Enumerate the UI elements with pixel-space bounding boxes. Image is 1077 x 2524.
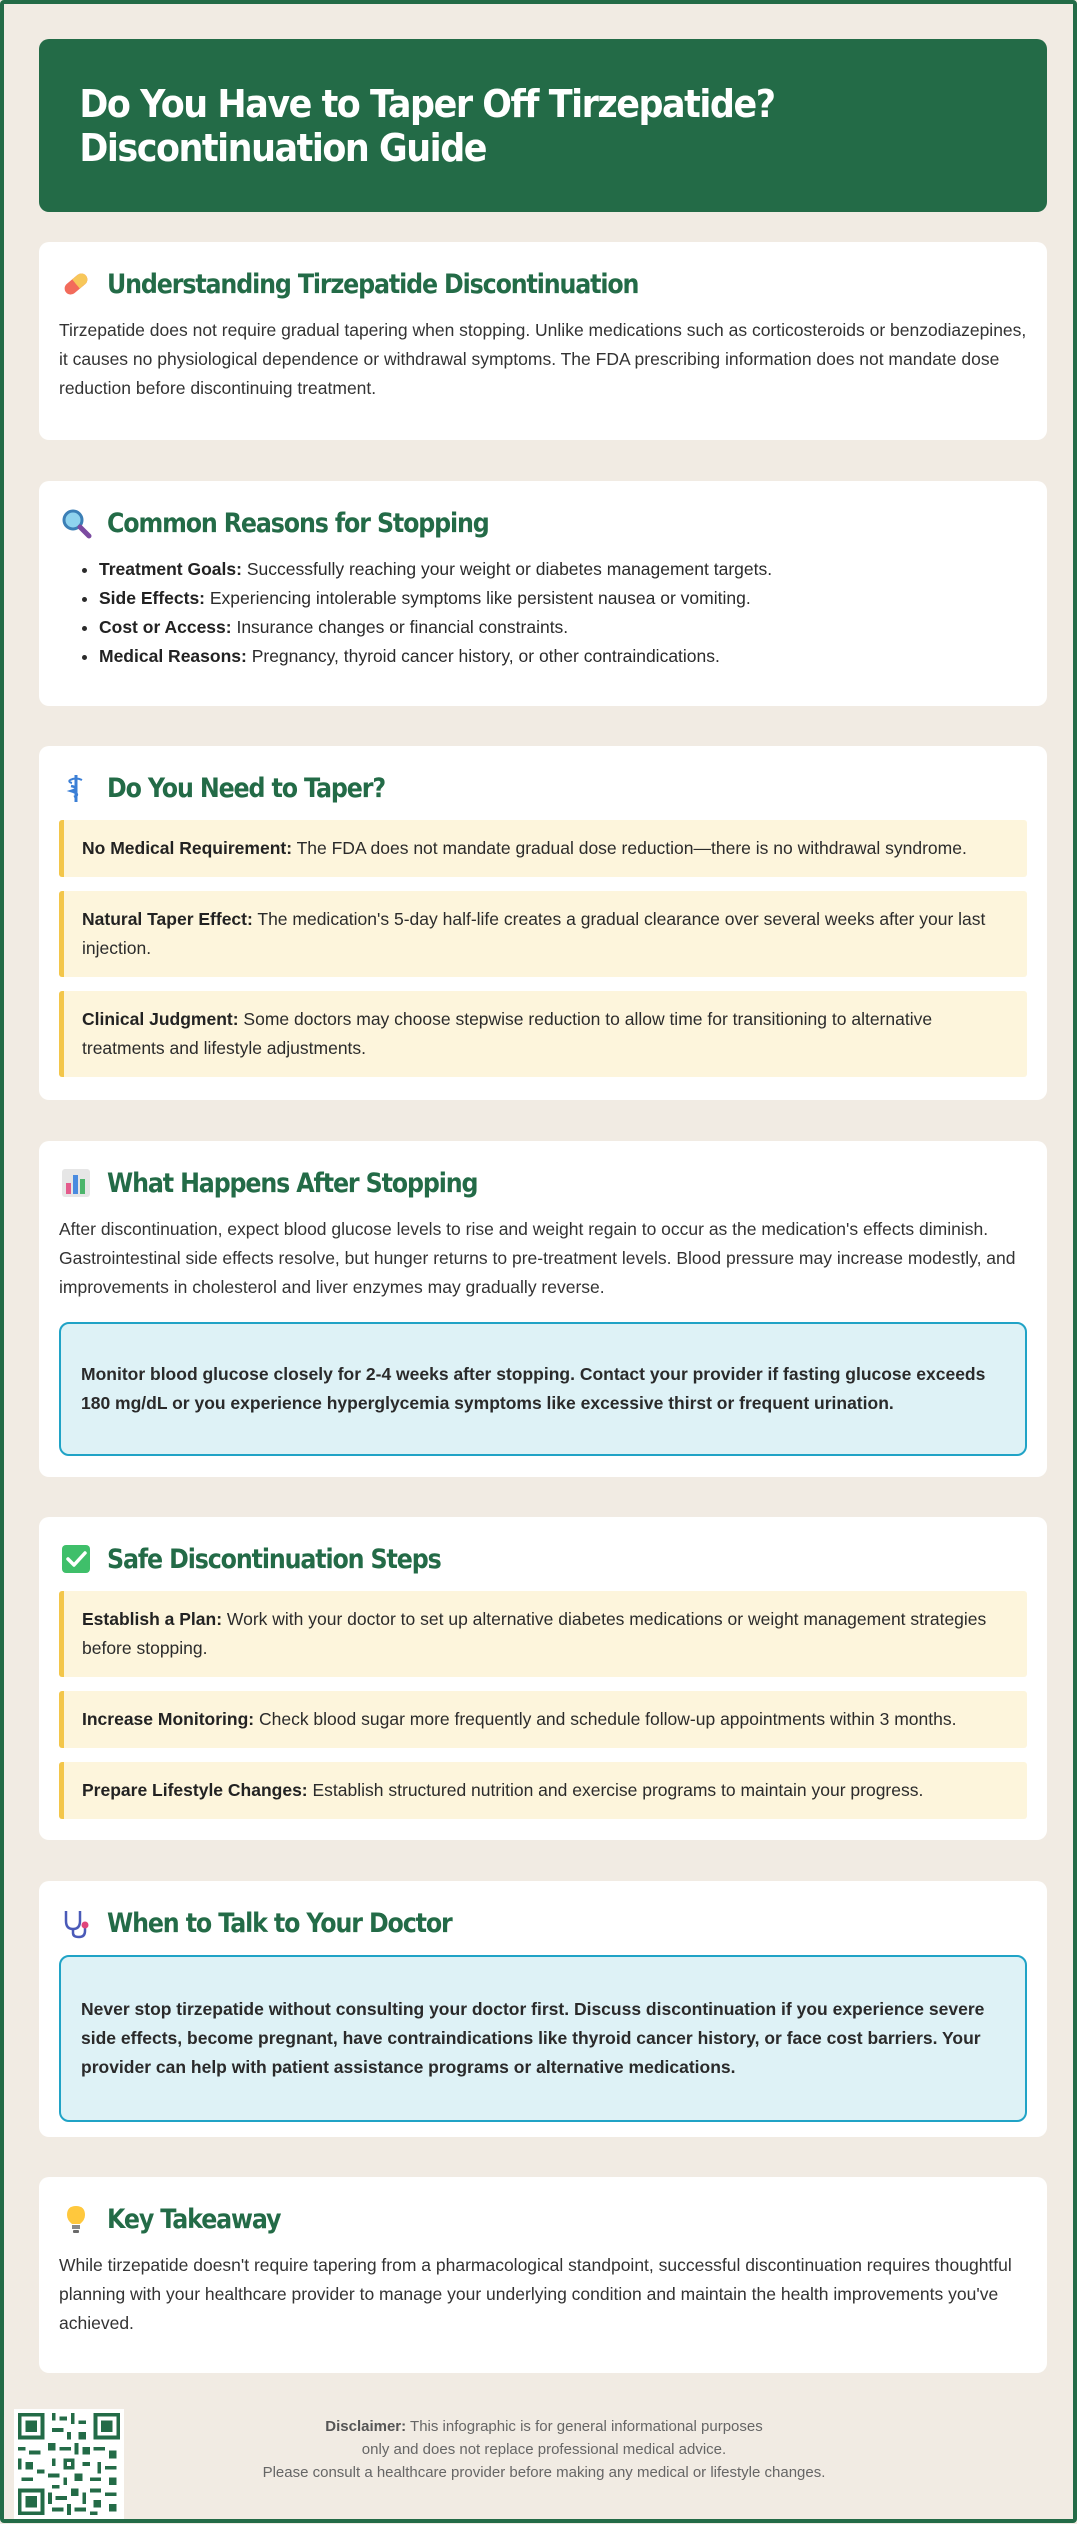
section-title: Common Reasons for Stopping [107, 507, 489, 539]
section-header [59, 2199, 1027, 2239]
list-item: • Medical Reasons: Pregnancy, thyroid cancer history, or other contraindications. [99, 642, 1027, 671]
section-takeaway [39, 2177, 1047, 2373]
section-text: Tirzepatide does not require gradual tapering when stopping. Unlike medications such as corticosteroids or benzodiazepines, it causes no physiological dependence or withdrawal symptoms. The FDA prescribing information does not mandate dose reduction before discontinuing treatment. [59, 320, 1027, 398]
callout: Establish a Plan: Work with your doctor to set up alternative diabetes medications or weight management strategies before stopping. [59, 1591, 1027, 1677]
disclaimer-line: This infographic is for general informational purposes [406, 2418, 763, 2435]
section-reasons [39, 481, 1047, 706]
pill-icon [59, 267, 93, 301]
list-item: • Treatment Goals: Successfully reaching your weight or diabetes management targets. [99, 555, 1027, 584]
list-item: • Cost or Access: Insurance changes or financial constraints. [99, 613, 1027, 642]
section-title: When to Talk to Your Doctor [107, 1907, 452, 1939]
alert-box: Never stop tirzepatide without consulting your doctor first. Discuss discontinuation if you experience severe side effects, become pregnant, have contraindications like thyroid cancer history, or face cost barriers. Your provider can help with patient assistance programs or alternative medications. [59, 1955, 1027, 2122]
callout: No Medical Requirement: The FDA does not mandate gradual dose reduction—there is no withdrawal syndrome. [59, 820, 1027, 877]
callout: Increase Monitoring: Check blood sugar more frequently and schedule follow-up appointments within 3 months. [59, 1691, 1027, 1748]
callout: Natural Taper Effect: The medication's 5-day half-life creates a gradual clearance over several weeks after your last injection. [59, 891, 1027, 977]
section-doctor [39, 1881, 1047, 2137]
caduceus-icon [59, 771, 93, 805]
list-item: • Side Effects: Experiencing intolerable symptoms like persistent nausea or vomiting. [99, 584, 1027, 613]
section-header [59, 503, 1027, 543]
callout: Prepare Lifestyle Changes: Establish structured nutrition and exercise programs to maintain your progress. [59, 1762, 1027, 1819]
page-header [39, 39, 1047, 212]
section-title: Safe Discontinuation Steps [107, 1543, 441, 1575]
light-bulb-icon [59, 2202, 93, 2236]
section-title: Understanding Tirzepatide Discontinuation [107, 268, 639, 300]
section-steps [39, 1517, 1047, 1840]
qr-code[interactable] [14, 2409, 124, 2519]
section-title: Do You Need to Taper? [107, 772, 385, 804]
section-after [39, 1141, 1047, 1477]
footer [4, 2399, 1077, 2524]
magnifier-icon [59, 506, 93, 540]
reasons-list [99, 555, 1027, 671]
stethoscope-icon [59, 1906, 93, 1940]
disclaimer [164, 2415, 924, 2484]
check-box-icon [59, 1542, 93, 1576]
section-text: While tirzepatide doesn't require tapering from a pharmacological standpoint, successful discontinuation requires thoughtful planning with your healthcare provider to manage your underlying condition and maintain the health improvements you've achieved. [59, 2255, 1012, 2333]
section-header [59, 768, 1027, 808]
disclaimer-line: Please consult a healthcare provider before making any medical or lifestyle changes. [262, 2464, 826, 2481]
section-header [59, 264, 1027, 304]
section-taper [39, 746, 1047, 1100]
section-header [59, 1539, 1027, 1579]
section-header [59, 1163, 1027, 1203]
page-title: Do You Have to Taper Off Tirzepatide? Discontinuation Guide [79, 81, 775, 170]
section-text: After discontinuation, expect blood glucose levels to rise and weight regain to occur as the medication's effects diminish. Gastrointestinal side effects resolve, but hunger returns to pre-treatment levels. Blood pressure may increase modestly, and improvements in cholesterol and liver enzymes may gradually reverse. [59, 1219, 1016, 1297]
alert-box: Monitor blood glucose closely for 2-4 weeks after stopping. Contact your provider if fasting glucose exceeds 180 mg/dL or you experience hyperglycemia symptoms like excessive thirst or frequent urination. [59, 1322, 1027, 1456]
bar-chart-icon [59, 1166, 93, 1200]
callout: Clinical Judgment: Some doctors may choose stepwise reduction to allow time for transitioning to alternative treatments and lifestyle adjustments. [59, 991, 1027, 1077]
section-title: What Happens After Stopping [107, 1167, 478, 1199]
section-title: Key Takeaway [107, 2203, 281, 2235]
disclaimer-label: Disclaimer: [325, 2418, 407, 2435]
section-header [59, 1903, 1027, 1943]
disclaimer-line: only and does not replace professional medical advice. [361, 2441, 727, 2458]
section-understanding [39, 242, 1047, 440]
